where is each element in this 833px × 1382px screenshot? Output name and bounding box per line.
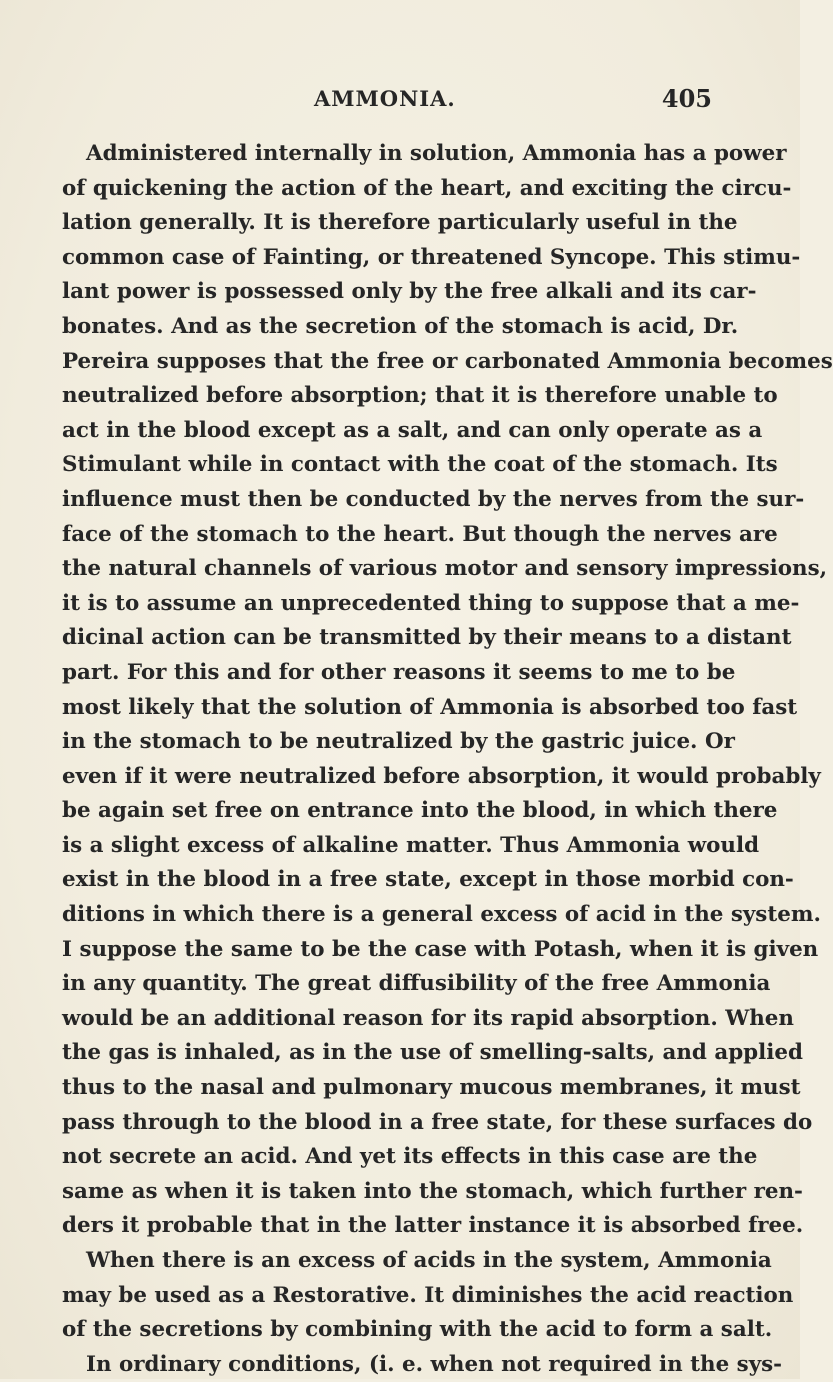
text-line: the natural channels of various motor and sensory impressions,: [62, 556, 828, 582]
text-line: common case of Fainting, or threatened Syncope. This stimu-: [62, 244, 801, 270]
text-line: in the stomach to be neutralized by the gastric juice. Or: [62, 729, 735, 755]
text-line: ders it probable that in the latter instance it is absorbed free.: [62, 1213, 804, 1239]
text-line: of quickening the action of the heart, and exciting the circu-: [62, 175, 792, 201]
body-text: [62, 137, 833, 1382]
text-line: exist in the blood in a free state, except in those morbid con-: [62, 867, 794, 893]
running-head-title: AMMONIA.: [314, 86, 456, 111]
text-line: When there is an excess of acids in the system, Ammonia: [86, 1248, 772, 1273]
text-line: of the secretions by combining with the acid to form a salt.: [62, 1317, 773, 1343]
text-line: neutralized before absorption; that it is therefore unable to: [62, 383, 778, 409]
text-line: lant power is possessed only by the free alkali and its car-: [62, 279, 757, 305]
text-line: would be an additional reason for its rapid absorption. When: [62, 1005, 794, 1031]
text-line: may be used as a Restorative. It diminishes the acid reaction: [62, 1282, 794, 1308]
text-line: Stimulant while in contact with the coat of the stomach. Its: [62, 452, 778, 478]
page-number: 405: [661, 84, 712, 113]
text-line: thus to the nasal and pulmonary mucous membranes, it must: [62, 1075, 801, 1101]
text-line: Administered internally in solution, Ammonia has a power: [86, 141, 787, 166]
text-line: it is to assume an unprecedented thing to suppose that a me-: [62, 590, 800, 616]
text-line: in any quantity. The great diffusibility of the free Ammonia: [62, 971, 771, 997]
text-line: is a slight excess of alkaline matter. Thus Ammonia would: [62, 832, 760, 858]
text-line: pass through to the blood in a free state, for these surfaces do: [62, 1109, 813, 1135]
text-line: most likely that the solution of Ammonia is absorbed too fast: [62, 694, 798, 720]
text-line: lation generally. It is therefore particularly useful in the: [62, 210, 738, 236]
text-line: influence must then be conducted by the nerves from the sur-: [62, 486, 805, 512]
text-line: the gas is inhaled, as in the use of smelling-salts, and applied: [62, 1040, 803, 1066]
text-line: be again set free on entrance into the blood, in which there: [62, 798, 778, 824]
text-line: act in the blood except as a salt, and can only operate as a: [62, 417, 763, 443]
text-line: part. For this and for other reasons it seems to me to be: [62, 659, 736, 685]
text-line: even if it were neutralized before absorption, it would probably: [62, 763, 821, 789]
text-line: In ordinary conditions, (i. e. when not required in the sys-: [86, 1351, 783, 1377]
text-line: same as when it is taken into the stomach, which further ren-: [62, 1178, 803, 1204]
text-line: Pereira supposes that the free or carbonated Ammonia becomes: [62, 348, 833, 374]
text-line: bonates. And as the secretion of the stomach is acid, Dr.: [62, 313, 739, 339]
text-line: I suppose the same to be the case with Potash, when it is given: [62, 936, 819, 962]
text-line: face of the stomach to the heart. But though the nerves are: [62, 521, 778, 547]
running-head: [300, 86, 712, 116]
text-line: dicinal action can be transmitted by their means to a distant: [62, 625, 792, 651]
text-line: not secrete an acid. And yet its effects in this case are the: [62, 1144, 758, 1170]
text-line: ditions in which there is a general excess of acid in the system.: [62, 902, 821, 928]
